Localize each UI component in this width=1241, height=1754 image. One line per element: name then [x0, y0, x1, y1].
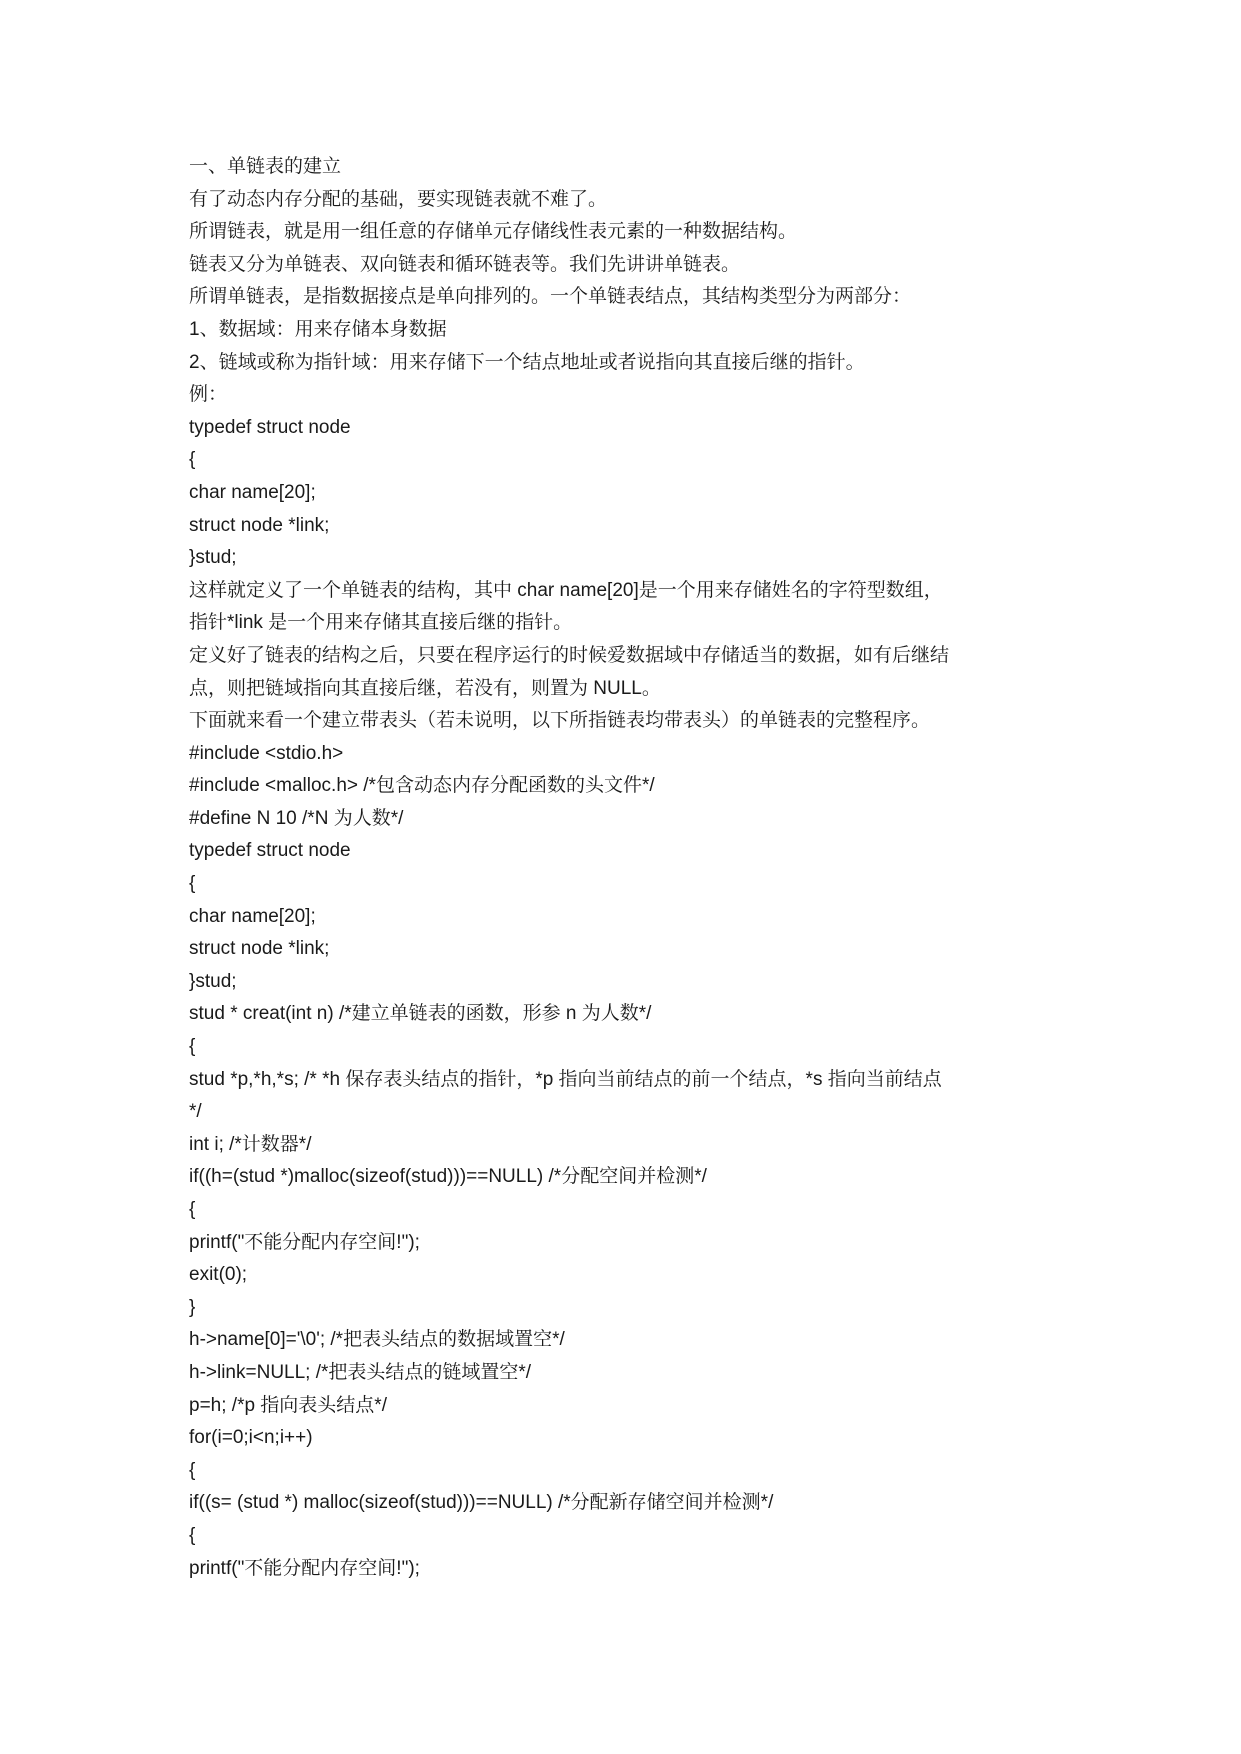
- code-line: #include <malloc.h> /*包含动态内存分配函数的头文件*/: [189, 775, 655, 797]
- text-line: 有了动态内存分配的基础，要实现链表就不难了。: [189, 188, 608, 210]
- code-line: {: [189, 1524, 196, 1546]
- code-line: p=h; /*p 指向表头结点*/: [189, 1394, 387, 1416]
- code-line: if((s= (stud *) malloc(sizeof(stud)))==NULL) /*分配新存储空间并检测*/: [189, 1492, 774, 1514]
- code-line: printf("不能分配内存空间!");: [189, 1231, 420, 1253]
- code-line: }: [189, 1296, 196, 1318]
- code-line: #define N 10 /*N 为人数*/: [189, 807, 404, 829]
- text-line: 这样就定义了一个单链表的结构，其中 char name[20]是一个用来存储姓名的字符型数组，: [189, 579, 943, 601]
- text-line: 1、数据域：用来存储本身数据: [189, 318, 447, 340]
- code-line: char name[20];: [189, 481, 316, 503]
- document-page: [189, 151, 1069, 1585]
- code-line: {: [189, 1036, 196, 1058]
- code-line: struct node *link;: [189, 938, 330, 960]
- code-line: {: [189, 449, 196, 471]
- code-line: typedef struct node: [189, 840, 351, 862]
- code-line: {: [189, 873, 196, 895]
- text-line: 下面就来看一个建立带表头（若未说明，以下所指链表均带表头）的单链表的完整程序。: [189, 710, 931, 732]
- text-line: 定义好了链表的结构之后，只要在程序运行的时候爱数据域中存储适当的数据，如有后继结: [189, 644, 950, 666]
- code-line: */: [189, 1101, 202, 1123]
- code-line: }stud;: [189, 970, 237, 992]
- text-line: 链表又分为单链表、双向链表和循环链表等。我们先讲讲单链表。: [189, 253, 741, 275]
- section-heading: 一、单链表的建立: [189, 156, 342, 177]
- code-line: if((h=(stud *)malloc(sizeof(stud)))==NULL) /*分配空间并检测*/: [189, 1166, 707, 1188]
- code-line: char name[20];: [189, 905, 316, 927]
- code-line: {: [189, 1199, 196, 1220]
- text-line: 所谓单链表，是指数据接点是单向排列的。一个单链表结点，其结构类型分为两部分：: [189, 286, 912, 308]
- text-line: 点，则把链域指向其直接后继，若没有，则置为 NULL。: [189, 677, 661, 699]
- code-line: #include <stdio.h>: [189, 742, 344, 764]
- text-line: 2、链域或称为指针域：用来存储下一个结点地址或者说指向其直接后继的指针。: [189, 351, 865, 373]
- code-line: struct node *link;: [189, 514, 330, 536]
- code-line: typedef struct node: [189, 416, 351, 438]
- text-line: 指针*link 是一个用来存储其直接后继的指针。: [189, 612, 573, 634]
- code-line: h->name[0]='\0'; /*把表头结点的数据域置空*/: [189, 1329, 565, 1351]
- code-line: printf("不能分配内存空间!");: [189, 1557, 420, 1579]
- text-line: 例：: [189, 384, 228, 406]
- code-line: }stud;: [189, 547, 237, 569]
- code-line: {: [189, 1459, 196, 1481]
- code-line: for(i=0;i<n;i++): [189, 1427, 313, 1449]
- code-line: int i; /*计数器*/: [189, 1133, 312, 1155]
- code-line: stud * creat(int n) /*建立单链表的函数，形参 n 为人数*/: [189, 1003, 652, 1025]
- code-line: h->link=NULL; /*把表头结点的链域置空*/: [189, 1361, 532, 1383]
- code-line: stud *p,*h,*s; /* *h 保存表头结点的指针，*p 指向当前结点的前一个结点，*s 指向当前结点: [189, 1068, 942, 1090]
- text-line: 所谓链表，就是用一组任意的存储单元存储线性表元素的一种数据结构。: [189, 221, 798, 243]
- code-line: exit(0);: [189, 1264, 248, 1286]
